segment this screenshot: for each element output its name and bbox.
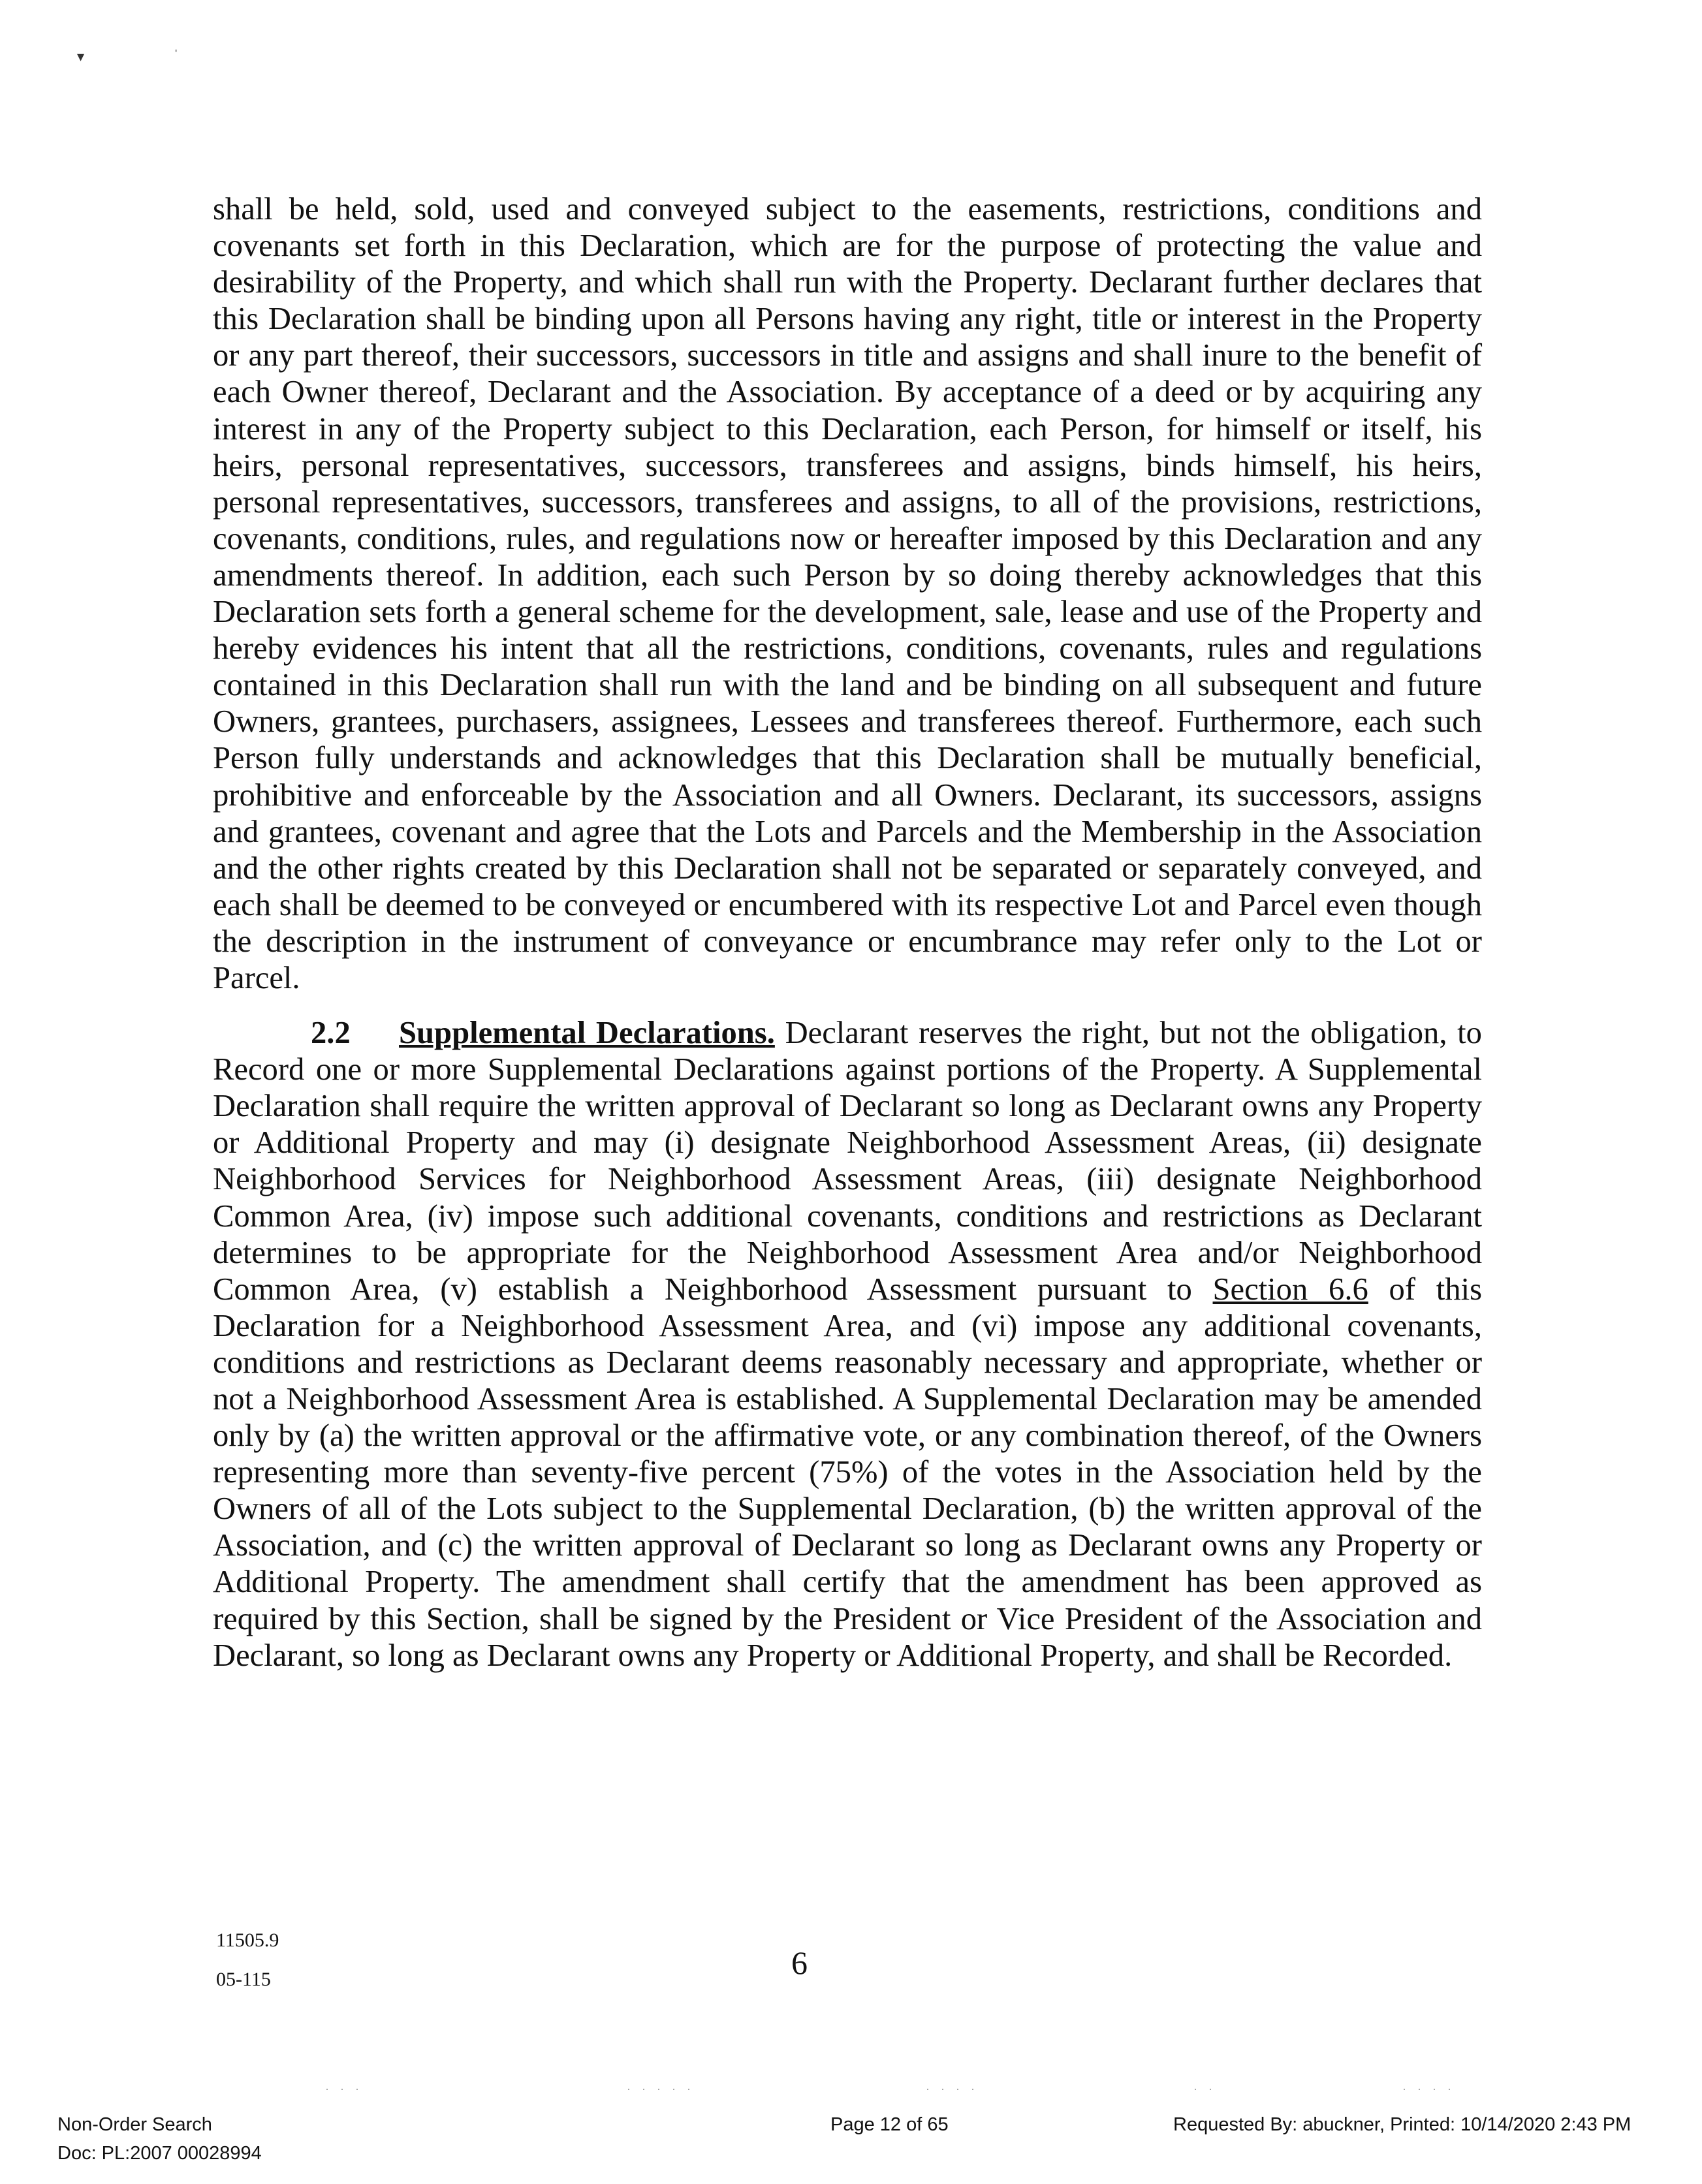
scan-artifact: · · · · · [627, 2082, 695, 2095]
section-title: Supplemental Declarations. [399, 1015, 775, 1051]
footer-search-type: Non-Order Search [57, 2114, 212, 2135]
page-number: 6 [791, 1944, 808, 1981]
footer-doc-ref: Doc: PL:2007 00028994 [57, 2143, 262, 2164]
section-2-2-paragraph [213, 1014, 1482, 1674]
footer-page-of: Page 12 of 65 [830, 2114, 949, 2135]
footer-requested-by: Requested By: abuckner, Printed: 10/14/2020 2:43 PM [1173, 2114, 1631, 2135]
scan-artifact: · · · [325, 2082, 363, 2095]
scan-speck: ▾ [77, 48, 85, 65]
section-number: 2.2 [311, 1015, 351, 1051]
section-text: Declarant reserves the right, but not the obligation, to Record one or more Supplemental Declarations against portions of the Property. A Supplemental Declaration shall require the written approval of Declarant so long as Declarant owns any Property or Additional Property and may (i) designate Neighborhood Assessment Areas, (ii) designate Neighborhood Services for Neighborhood Assessment Areas, (iii) designate Neighborhood Common Area, (iv) impose such additional covenants, conditions and restrictions as Declarant determines to be appropriate for the Neighborhood Assessment Area and/or Neighborhood Common Area, (v) establish a Neighborhood Assessment pursuant to [213, 1015, 1482, 1307]
section-text-continued: of this Declaration for a Neighborhood Assessment Area, and (vi) impose any additional covenants, conditions and restrictions as Declarant deems reasonably necessary and appropriate, whether or not a Neighborhood Assessment Area is established. A Supplemental Declaration may be amended only by (a) the written approval or the affirmative vote, or any combination thereof, of the Owners representing more than seventy-five percent (75%) of the votes in the Association held by the Owners of all of the Lots subject to the Supplemental Declaration, (b) the written approval of the Association, and (c) the written approval of Declarant so long as Declarant owns any Property or Additional Property. The amendment shall certify that the amendment has been approved as required by this Section, shall be signed by the President or Vice President of the Association and Declarant, so long as Declarant owns any Property or Additional Property, and shall be Recorded. [213, 1271, 1482, 1673]
doc-id-line-2: 05-115 [216, 1969, 271, 1990]
doc-id-line-1: 11505.9 [216, 1929, 279, 1951]
section-reference: Section 6.6 [1212, 1271, 1368, 1307]
paragraph-continued: shall be held, sold, used and conveyed subject to the easements, restrictions, conditions and covenants set forth in this Declaration, which are for the purpose of protecting the value and desirability of the Property, and which shall run with the Property. Declarant further declares that this Declaration shall be binding upon all Persons having any right, title or interest in the Property or any part thereof, their successors, successors in title and assigns and shall inure to the benefit of each Owner thereof, Declarant and the Association. By acceptance of a deed or by acquiring any interest in any of the Property subject to this Declaration, each Person, for himself or itself, his heirs, personal representatives, successors, transferees and assigns, binds himself, his heirs, personal representatives, successors, transferees and assigns, to all of the provisions, restrictions, covenants, conditions, rules, and regulations now or hereafter imposed by this Declaration and any amendments thereof. In addition, each such Person by so doing thereby acknowledges that this Declaration sets forth a general scheme for the development, sale, lease and use of the Property and hereby evidences his intent that all the restrictions, conditions, covenants, rules and regulations contained in this Declaration shall run with the land and be binding on all subsequent and future Owners, grantees, purchasers, assignees, Lessees and transferees thereof. Furthermore, each such Person fully understands and acknowledges that this Declaration shall be mutually beneficial, prohibitive and enforceable by the Association and all Owners. Declarant, its successors, assigns and grantees, covenant and agree that the Lots and Parcels and the Membership in the Association and the other rights created by this Declaration shall not be separated or separately conveyed, and each shall be deemed to be conveyed or encumbered with its respective Lot and Parcel even though the description in the instrument of conveyance or encumbrance may refer only to the Lot or Parcel. [213, 191, 1482, 995]
document-identifiers [216, 1921, 279, 1999]
scan-speck: ˈ [174, 47, 179, 63]
document-body [213, 191, 1482, 1674]
scan-artifact: · · · · [926, 2082, 979, 2095]
scan-artifact: · · · · [1402, 2082, 1455, 2095]
scan-artifact: · · [1193, 2082, 1216, 2095]
